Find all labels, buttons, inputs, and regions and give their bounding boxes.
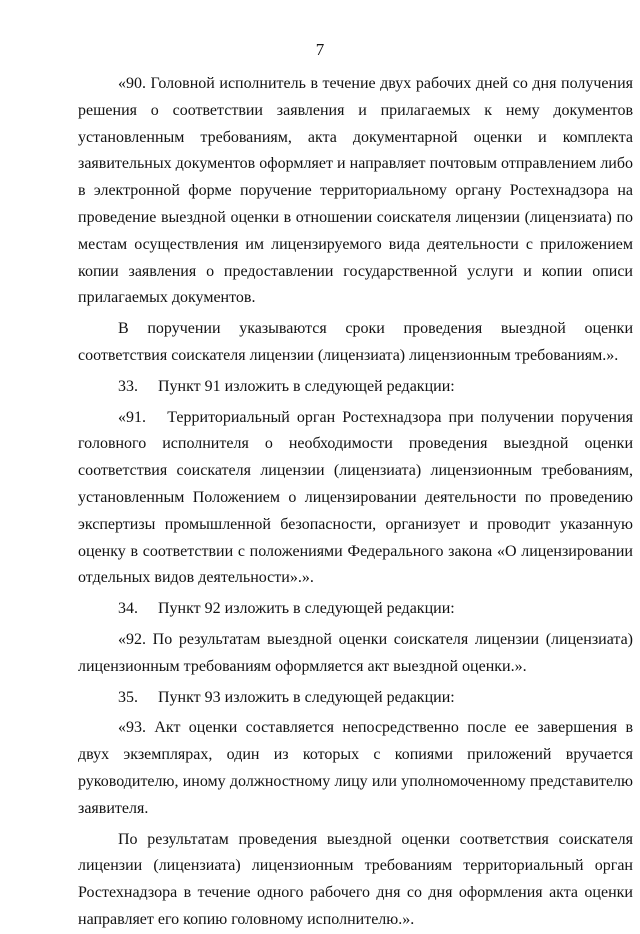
- paragraph-item-35: 35. Пункт 93 изложить в следующей редакции:: [118, 688, 455, 706]
- paragraph-90: «90. Головной исполнитель в течение двух рабочих дней со дня получения решения о соответствии заявления и прилагаемых к нему документов установленным требованиям, акта документарной оценки и комплекта заявительных документов оформляет и направляет почтовым отправлением либо в электронной форме поручение территориальному органу Ростехнадзора на проведение выездной оценки в отношении соискателя лицензии (лицензиата) по местам осуществления им лицензируемого вида деятельности с приложением копии заявления о предоставлении государственной услуги и копии описи прилагаемых документов.: [78, 75, 633, 307]
- paragraph-results: По результатам проведения выездной оценки соответствия соискателя лицензии (лицензиата) лицензионным требованиям территориальный орган Ростехнадзора в течение одного рабочего дня со дня оформления акта оценки направляет его копию головному исполнителю.».: [78, 830, 633, 928]
- page-number: 7: [315, 40, 325, 59]
- paragraph-92: «92. По результатам выездной оценки соискателя лицензии (лицензиата) лицензионным требованиям оформляется акт выездной оценки.».: [78, 630, 633, 675]
- document-body: [78, 71, 633, 934]
- paragraph-item-34: 34. Пункт 92 изложить в следующей редакции:: [118, 600, 455, 618]
- paragraph-91: «91. Территориальный орган Ростехнадзора при получении поручения головного исполнителя о необходимости проведения выездной оценки соответствия соискателя лицензии (лицензиата) лицензионным требованиям, установленным Положением о лицензировании деятельности по проведению экспертизы промышленной безопасности, организует и проводит указанную оценку в соответствии с положениями Федерального закона «О лицензировании отдельных видов деятельности».».: [78, 408, 633, 587]
- paragraph-93: «93. Акт оценки составляется непосредственно после ее завершения в двух экземплярах, один из которых с копиями приложений вручается руководителю, иному должностному лицу или уполномоченному представителю заявителя.: [78, 719, 633, 817]
- paragraph-item-33: 33. Пункт 91 изложить в следующей редакции:: [118, 377, 455, 395]
- paragraph-order-terms: В поручении указываются сроки проведения выездной оценки соответствия соискателя лицензии (лицензиата) лицензионным требованиям.».: [78, 320, 633, 364]
